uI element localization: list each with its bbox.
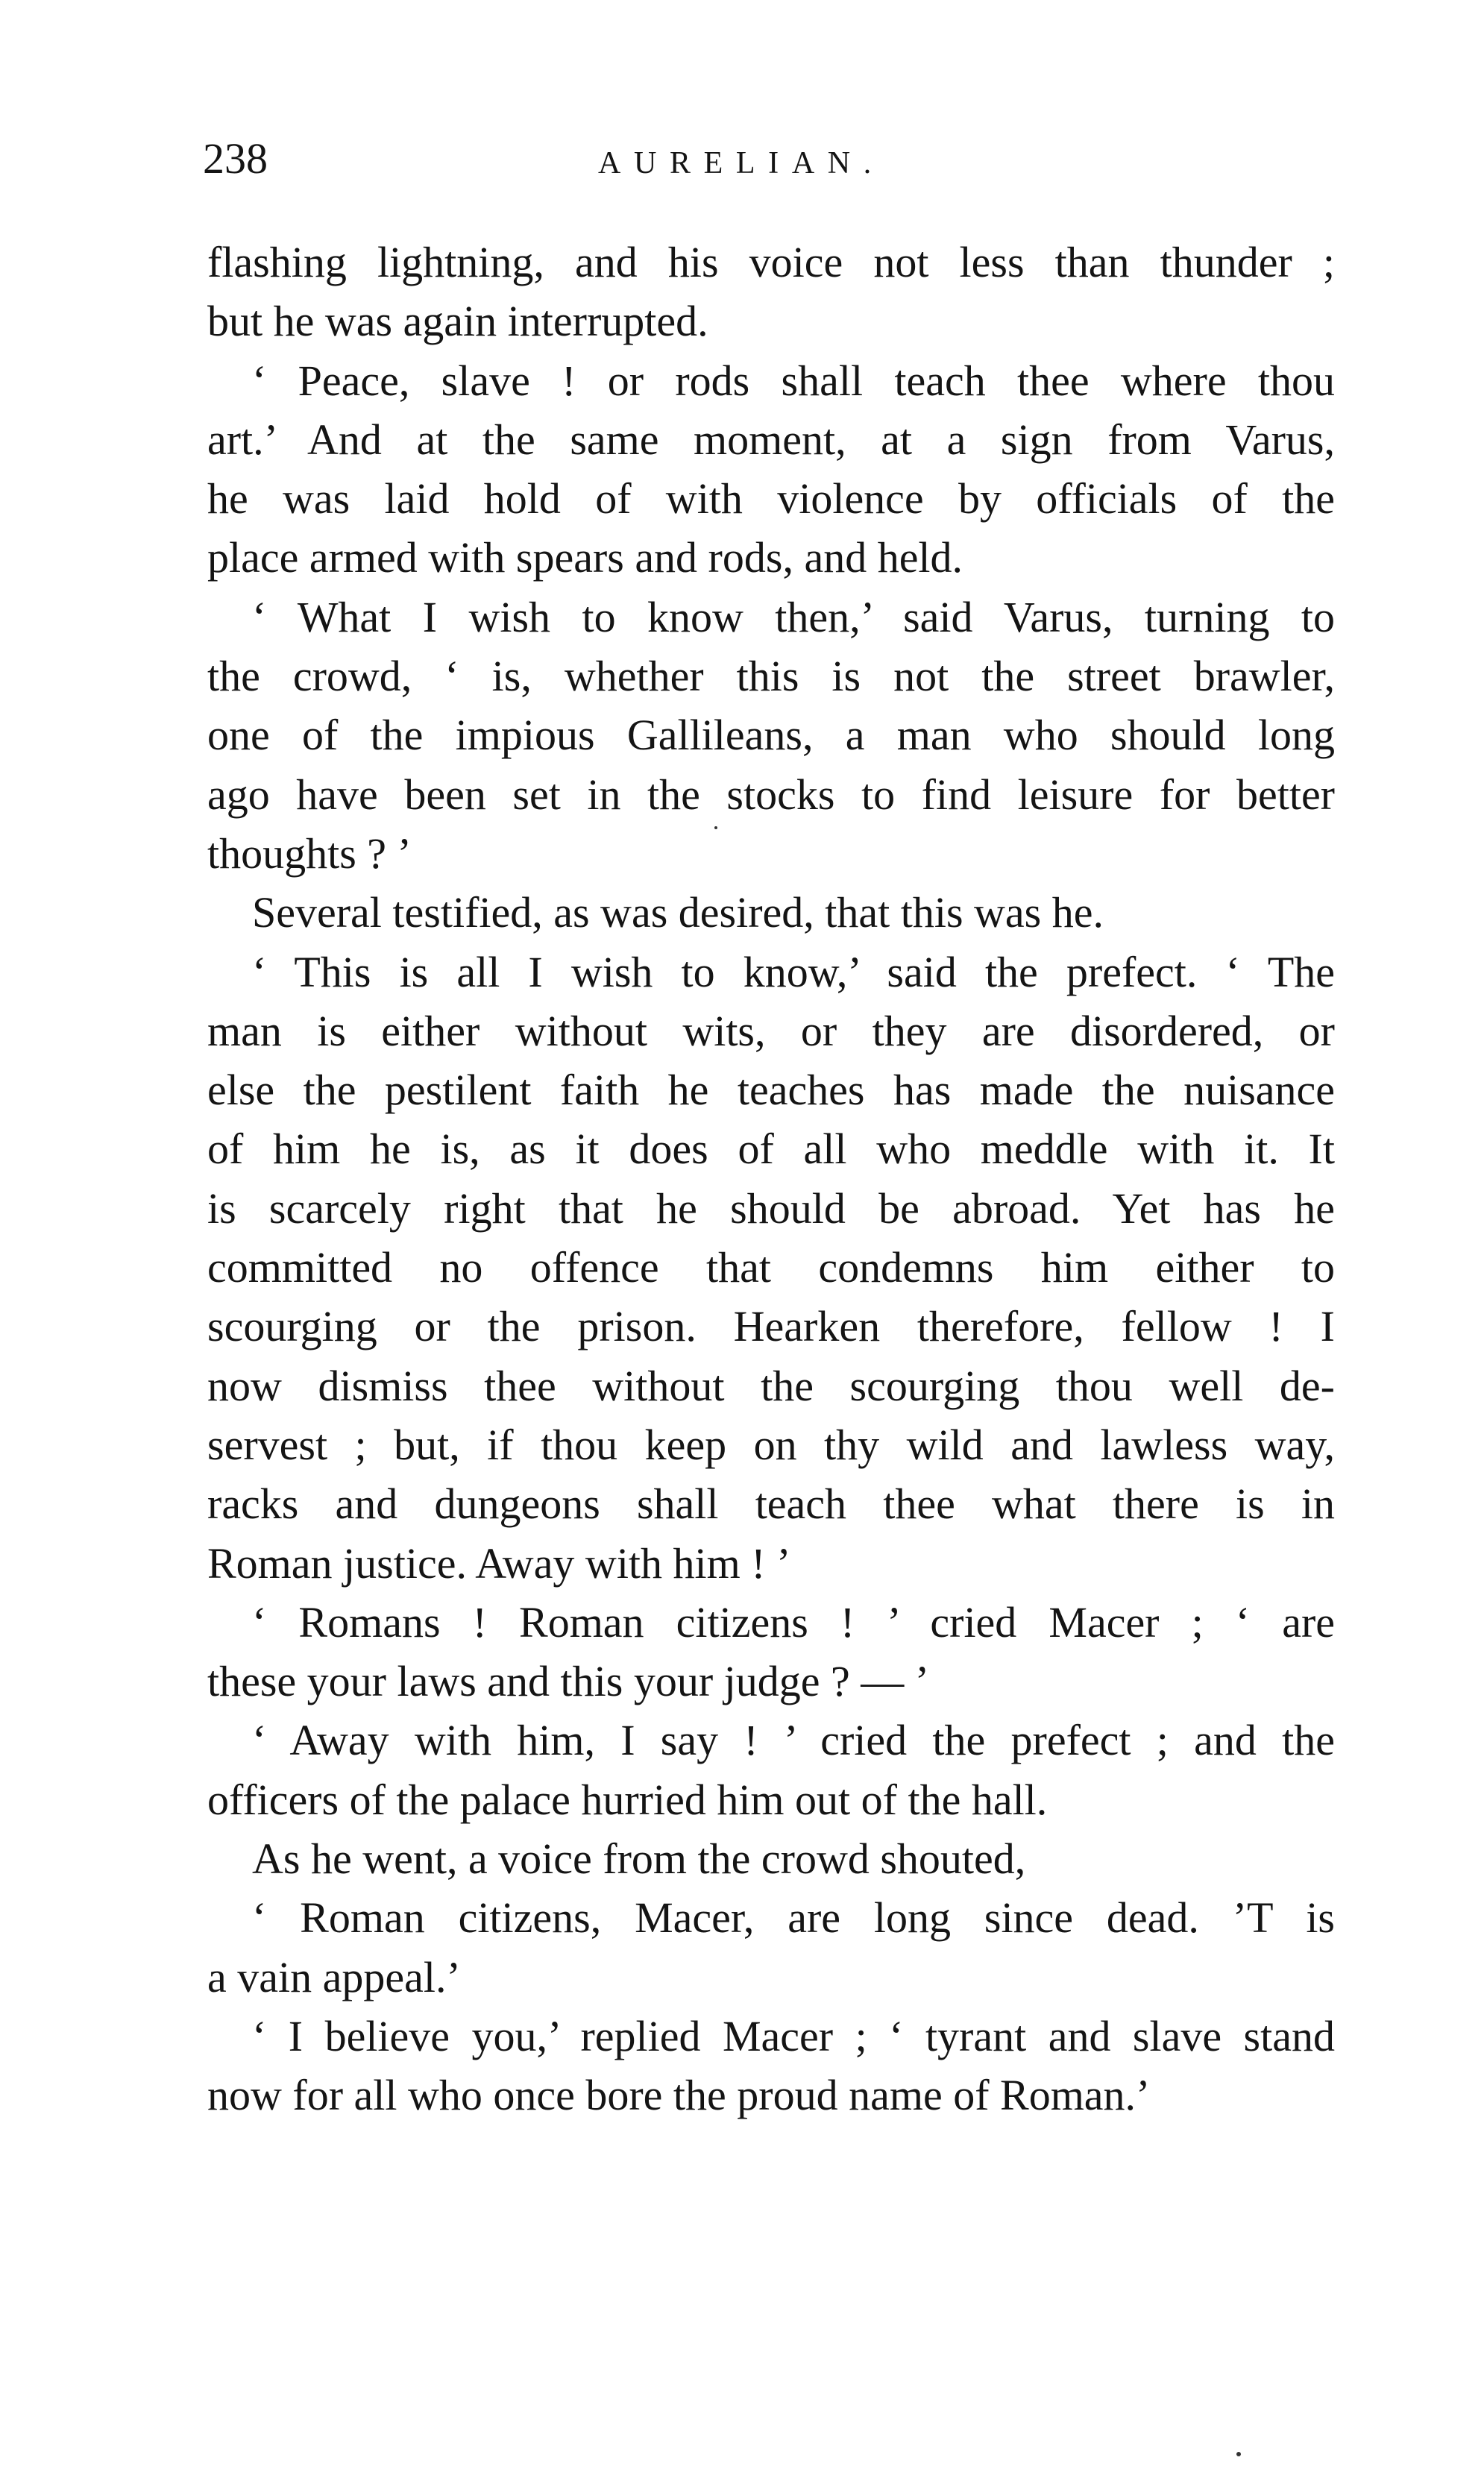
text-line: ‘ Peace, slave ! or rods shall teach thee where thou (252, 356, 1335, 405)
text-line: now for all who once bore the proud name of Roman.’ (207, 2071, 1151, 2120)
print-speck (1236, 2452, 1241, 2456)
text-line: place armed with spears and rods, and held. (207, 533, 963, 582)
page-header (203, 125, 1336, 192)
text-line: else the pestilent faith he teaches has made the nuisance (207, 1066, 1335, 1115)
text-line: ‘ Away with him, I say ! ’ cried the prefect ; and the (252, 1716, 1335, 1765)
text-line: man is either without wits, or they are disordered, or (207, 1006, 1335, 1055)
text-line: but he was again interrupted. (207, 297, 708, 346)
text-line: flashing lightning, and his voice not less than thunder ; (207, 238, 1335, 286)
text-line: ‘ This is all I wish to know,’ said the prefect. ‘ The (252, 947, 1335, 996)
text-line: servest ; but, if thou keep on thy wild and lawless way, (207, 1420, 1335, 1469)
text-line: of him he is, as it does of all who meddle with it. It (207, 1125, 1335, 1174)
text-line: As he went, a voice from the crowd shouted, (252, 1834, 1026, 1884)
text-line: ‘ What I wish to know then,’ said Varus, turning to (252, 592, 1335, 641)
text-line: these your laws and this your judge ? — ’ (207, 1657, 930, 1706)
text-line: is scarcely right that he should be abroad. Yet has he (207, 1183, 1335, 1233)
text-line: one of the impious Gallileans, a man who should long (207, 711, 1335, 760)
text-line: ago have been set in the stocks to find leisure for better (207, 770, 1335, 819)
text-line: Several testified, as was desired, that this was he. (252, 888, 1104, 937)
text-line: he was laid hold of with violence by officials of the (207, 474, 1335, 523)
text-line: ‘ Roman citizens, Macer, are long since dead. ’T is (252, 1893, 1335, 1943)
text-line: officers of the palace hurried him out of the hall. (207, 1775, 1048, 1824)
text-line: Roman justice. Away with him ! ’ (207, 1538, 791, 1588)
text-line: thoughts ? ’ (207, 828, 412, 878)
body-text (207, 233, 1335, 2125)
text-line: scourging or the prison. Hearken therefore, fellow ! I (207, 1302, 1335, 1351)
text-line: ‘ I believe you,’ replied Macer ; ‘ tyrant and slave stand (252, 2011, 1335, 2060)
text-line: the crowd, ‘ is, whether this is not the street brawler, (207, 652, 1335, 701)
text-line: committed no offence that condemns him either to (207, 1243, 1335, 1292)
text-line: now dismiss thee without the scourging thou well de- (207, 1361, 1335, 1410)
print-speck (714, 826, 717, 829)
text-line: racks and dungeons shall teach thee what there is in (207, 1479, 1335, 1529)
text-line: art.’ And at the same moment, at a sign from Varus, (207, 415, 1335, 464)
text-line: ‘ Romans ! Roman citizens ! ’ cried Macer ; ‘ are (252, 1597, 1335, 1647)
text-line: a vain appeal.’ (207, 1952, 461, 2001)
running-title: AURELIAN. (598, 146, 884, 180)
page-number: 238 (203, 134, 268, 183)
